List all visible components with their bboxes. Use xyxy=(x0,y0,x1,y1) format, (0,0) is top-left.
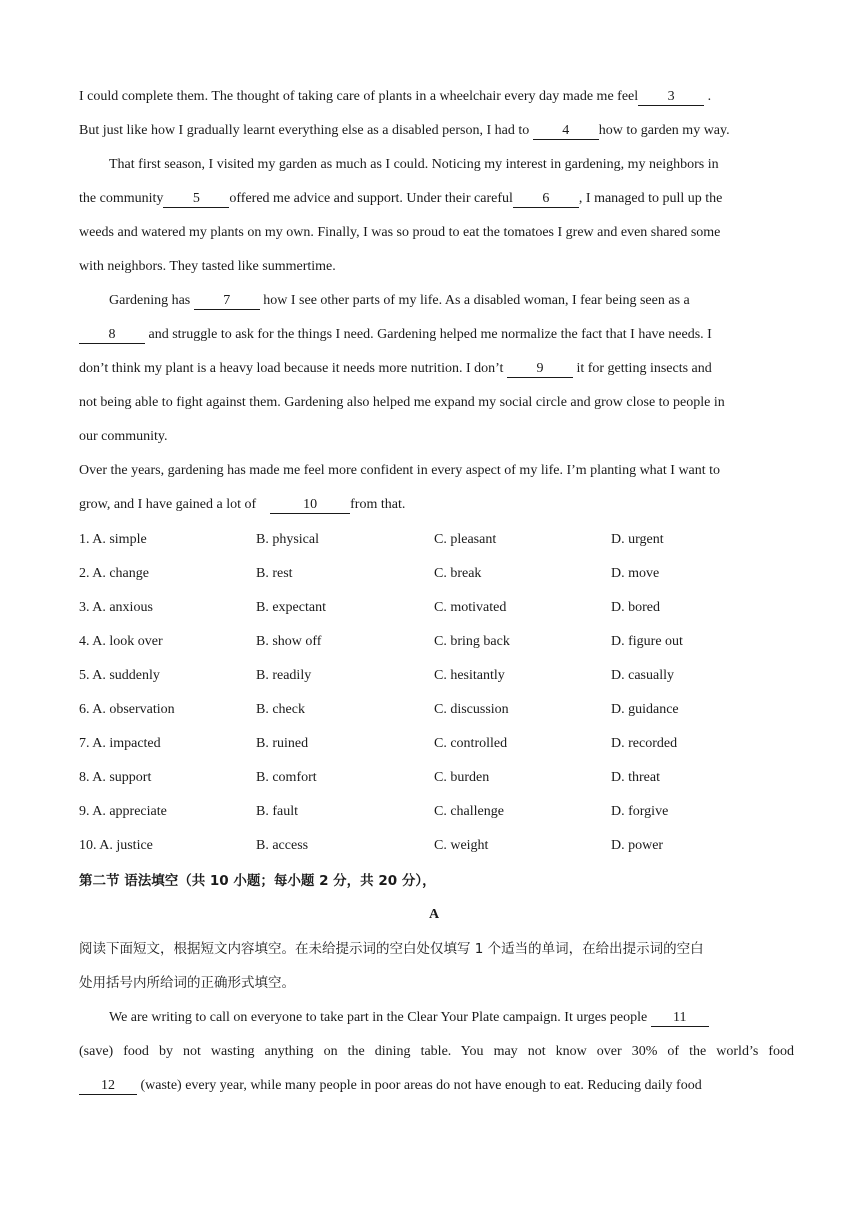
option-c: C. controlled xyxy=(434,736,508,751)
passage-line xyxy=(79,189,794,209)
option-c: C. break xyxy=(434,566,482,581)
instructions-line: 处用括号内所给词的正确形式填空。 xyxy=(79,975,295,991)
option-a: 9. A. appreciate xyxy=(79,804,167,819)
option-d: D. urgent xyxy=(611,532,664,547)
blank-8: 8 xyxy=(79,327,145,344)
option-c: C. challenge xyxy=(434,804,504,819)
option-c: C. weight xyxy=(434,838,489,853)
blank-9: 9 xyxy=(507,361,573,378)
passage-text: the community xyxy=(79,191,164,206)
option-b: B. comfort xyxy=(256,770,317,785)
passage-text: weeds and watered my plants on my own. Finally, I was so proud to eat the tomatoes I grew and even shared some xyxy=(79,225,721,240)
option-row xyxy=(79,666,794,686)
passage-text: don’t think my plant is a heavy load because it needs more nutrition. I don’t xyxy=(79,361,504,376)
passage-line xyxy=(79,461,794,481)
passage-text: from that. xyxy=(350,497,406,512)
option-a: 3. A. anxious xyxy=(79,600,153,615)
blank-4: 4 xyxy=(533,123,599,140)
passage-text: (waste) every year, while many people in poor areas do not have enough to eat. Reducing daily food xyxy=(140,1078,702,1093)
option-a: 10. A. justice xyxy=(79,838,153,853)
passage-text: grow, and I have gained a lot of xyxy=(79,497,257,512)
section-heading: 第二节 语法填空（共 10 小题；每小题 2 分，共 20 分）， xyxy=(79,873,436,889)
passage-line xyxy=(79,121,794,141)
option-d: D. casually xyxy=(611,668,674,683)
passage-line xyxy=(79,325,794,345)
passage-line xyxy=(109,155,794,175)
passage-text: That first season, I visited my garden as much as I could. Noticing my interest in gardening, my neighbors in xyxy=(109,157,719,172)
option-b: B. access xyxy=(256,838,309,853)
passage-line xyxy=(79,359,794,379)
option-row xyxy=(79,564,794,584)
passage-line xyxy=(79,393,794,413)
instructions-line: 阅读下面短文，根据短文内容填空。在未给提示词的空白处仅填写 1 个适当的单词，在给出提示词的空白 xyxy=(79,941,704,957)
option-row xyxy=(79,836,794,856)
passage-text: not being able to fight against them. Gardening also helped me expand my social circle and grow close to people in xyxy=(79,395,725,410)
blank-11: 11 xyxy=(651,1010,709,1027)
option-b: B. rest xyxy=(256,566,293,581)
passage-text: with neighbors. They tasted like summertime. xyxy=(79,259,336,274)
passage-line xyxy=(79,257,794,277)
blank-6: 6 xyxy=(513,191,579,208)
option-d: D. forgive xyxy=(611,804,669,819)
blank-7: 7 xyxy=(194,293,260,310)
part-label: A xyxy=(428,907,440,922)
passage-text: offered me advice and support. Under their careful xyxy=(229,191,513,206)
passage-line xyxy=(79,87,794,107)
option-d: D. power xyxy=(611,838,664,853)
blank-12: 12 xyxy=(79,1078,137,1095)
passage-text: how I see other parts of my life. As a disabled woman, I fear being seen as a xyxy=(263,293,690,308)
passage-text: and struggle to ask for the things I need. Gardening helped me normalize the fact that I have needs. I xyxy=(148,327,712,342)
option-row xyxy=(79,734,794,754)
option-d: D. move xyxy=(611,566,660,581)
option-b: B. show off xyxy=(256,634,322,649)
option-row xyxy=(79,598,794,618)
option-d: D. figure out xyxy=(611,634,683,649)
option-a: 4. A. look over xyxy=(79,634,163,649)
option-c: C. bring back xyxy=(434,634,510,649)
option-a: 7. A. impacted xyxy=(79,736,161,751)
option-b: B. physical xyxy=(256,532,319,547)
passage-text: Gardening has xyxy=(109,293,191,308)
passage-text: We are writing to call on everyone to take part in the Clear Your Plate campaign. It urges people xyxy=(109,1010,648,1025)
option-c: C. motivated xyxy=(434,600,507,615)
option-d: D. bored xyxy=(611,600,660,615)
option-row xyxy=(79,768,794,788)
passage-text: But just like how I gradually learnt everything else as a disabled person, I had to xyxy=(79,123,530,138)
option-c: C. discussion xyxy=(434,702,509,717)
passage-text: how to garden my way. xyxy=(598,123,730,138)
option-c: C. hesitantly xyxy=(434,668,505,683)
passage-text: , I managed to pull up the xyxy=(578,191,723,206)
passage-line xyxy=(109,1008,794,1028)
blank-10: 10 xyxy=(270,497,350,514)
passage-text: it for getting insects and xyxy=(576,361,712,376)
passage-text: I could complete them. The thought of taking care of plants in a wheelchair every day made me feel xyxy=(79,89,639,104)
option-a: 2. A. change xyxy=(79,566,149,581)
option-a: 8. A. support xyxy=(79,770,152,785)
passage-line xyxy=(79,223,794,243)
option-row xyxy=(79,530,794,550)
blank-5: 5 xyxy=(163,191,229,208)
passage-text: Over the years, gardening has made me feel more confident in every aspect of my life. I’m planting what I want to xyxy=(79,463,721,478)
option-c: C. burden xyxy=(434,770,490,785)
option-d: D. guidance xyxy=(611,702,679,717)
option-d: D. threat xyxy=(611,770,660,785)
passage-text: . xyxy=(707,89,712,104)
option-b: B. check xyxy=(256,702,305,717)
passage-line xyxy=(109,291,794,311)
passage-text: our community. xyxy=(79,429,168,444)
option-c: C. pleasant xyxy=(434,532,497,547)
option-row xyxy=(79,632,794,652)
passage-line xyxy=(79,427,794,447)
option-d: D. recorded xyxy=(611,736,678,751)
option-b: B. ruined xyxy=(256,736,309,751)
option-b: B. expectant xyxy=(256,600,326,615)
option-a: 6. A. observation xyxy=(79,702,175,717)
option-b: B. fault xyxy=(256,804,298,819)
passage-line: (save) food by not wasting anything on the dining table. You may not know over 30% of the world’s food xyxy=(79,1044,794,1059)
passage-line xyxy=(79,495,794,515)
passage-line xyxy=(79,1076,794,1096)
blank-3: 3 xyxy=(638,89,704,106)
option-a: 5. A. suddenly xyxy=(79,668,160,683)
option-b: B. readily xyxy=(256,668,312,683)
option-row xyxy=(79,802,794,822)
option-a: 1. A. simple xyxy=(79,532,147,547)
option-row xyxy=(79,700,794,720)
